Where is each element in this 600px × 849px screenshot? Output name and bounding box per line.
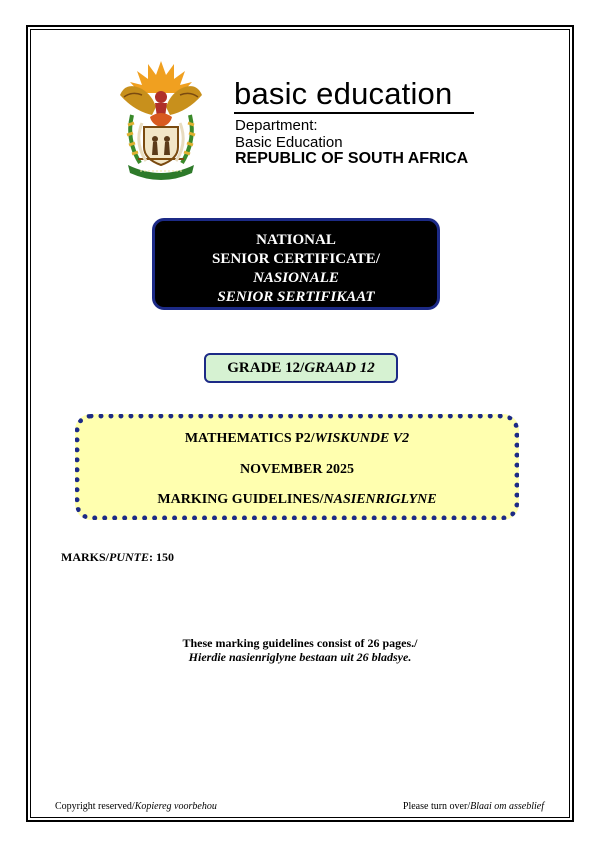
turn-over-afrikaans: Blaai om asseblief <box>470 801 544 812</box>
grade-english: GRADE 12/ <box>227 360 305 376</box>
coat-of-arms-icon <box>112 55 210 180</box>
copyright-english: Copyright reserved/ <box>55 801 135 812</box>
certificate-line: SENIOR CERTIFICATE/ <box>212 251 380 267</box>
turn-over-english: Please turn over/ <box>402 801 471 812</box>
department-label: Department: <box>235 117 318 134</box>
certificate-banner <box>152 218 440 310</box>
certificate-line: NASIONALE <box>253 270 339 286</box>
subject-afrikaans: WISKUNDE V2 <box>314 431 410 446</box>
certificate-line: SENIOR SERTIFIKAAT <box>217 289 375 305</box>
grade-afrikaans: GRAAD 12 <box>304 360 375 376</box>
brand-underline <box>234 112 474 114</box>
document-type-english: MARKING GUIDELINES/ <box>157 492 324 507</box>
country-name: REPUBLIC OF SOUTH AFRICA <box>235 150 469 167</box>
page-count-english: These marking guidelines consist of 26 pages./ <box>182 636 418 650</box>
total-marks <box>61 550 174 565</box>
grade-badge <box>204 353 398 383</box>
document-type <box>80 492 514 508</box>
subject-english: MATHEMATICS P2/ <box>184 431 315 446</box>
marks-label-afrikaans: PUNTE <box>109 550 149 564</box>
marks-value: : 150 <box>149 550 174 564</box>
marks-label-english: MARKS/ <box>61 550 109 564</box>
page-count-afrikaans: Hierdie nasienriglyne bestaan uit 26 bladsye. <box>188 650 412 664</box>
subject-panel <box>75 414 519 520</box>
copyright-footer <box>55 801 217 812</box>
certificate-line: NATIONAL <box>256 232 336 248</box>
copyright-afrikaans: Kopiereg voorbehou <box>134 801 217 812</box>
department-name: Basic Education <box>235 134 343 151</box>
subject-title <box>80 431 514 447</box>
exam-session: NOVEMBER 2025 <box>240 462 354 477</box>
document-type-afrikaans: NASIENRIGLYNE <box>323 492 437 507</box>
turn-over-footer <box>403 801 544 812</box>
brand-name: basic education <box>234 76 453 111</box>
